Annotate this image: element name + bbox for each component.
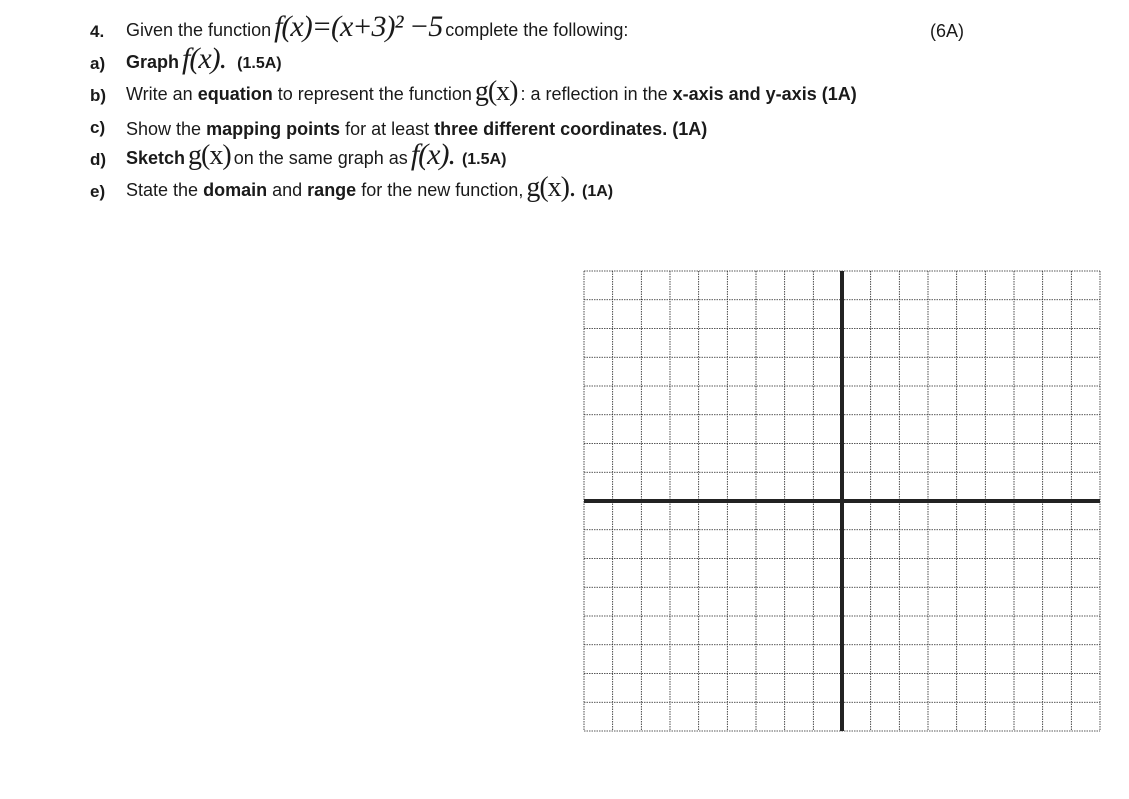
part-a-label: a) — [90, 54, 106, 73]
part-e — [90, 174, 1110, 206]
part-d — [90, 138, 1110, 174]
part-d-text-1: Sketch — [126, 148, 186, 168]
question-intro: Given the function — [126, 20, 272, 40]
function-f-expression: f(x)=(x+3)² −5 — [274, 10, 443, 43]
part-d-marks: (1.5A) — [461, 151, 507, 168]
part-c-text-1: Show the — [126, 119, 202, 139]
part-e-label: e) — [90, 182, 106, 201]
part-c-text-5: . (1A) — [662, 119, 708, 139]
part-b-text-3: to represent the function — [277, 84, 472, 104]
part-b-text-1: Write an — [126, 84, 193, 104]
part-b-math: g(x) — [474, 76, 518, 107]
part-a — [90, 42, 1110, 78]
graph-grid — [583, 270, 1101, 737]
part-b-text-2: equation — [197, 84, 273, 104]
question-block — [90, 10, 1110, 206]
question-intro-end: complete the following: — [445, 20, 629, 40]
part-a-math: f(x). — [182, 42, 227, 75]
part-d-label: d) — [90, 150, 107, 169]
part-c-text-3: for at least — [345, 119, 430, 139]
part-a-text: Graph — [126, 52, 180, 72]
part-a-marks: (1.5A) — [237, 55, 282, 72]
part-e-text-4: range — [307, 180, 357, 200]
part-e-text-2: domain — [203, 180, 268, 200]
graph-grid-svg — [583, 270, 1101, 732]
part-c-text-4: three different coordinates — [434, 119, 663, 139]
part-c-label: c) — [90, 118, 106, 137]
part-d-math-2: f(x). — [410, 138, 455, 171]
part-d-math-1: g(x) — [188, 140, 231, 171]
part-b-text-5: x-axis and y-axis (1A) — [672, 84, 857, 104]
part-e-text-3: and — [272, 180, 303, 200]
question-number: 4. — [90, 22, 105, 41]
part-d-text-2: on the same graph as — [233, 148, 408, 168]
part-e-text-5: for the new function, — [361, 180, 524, 200]
part-e-text-1: State the — [126, 180, 199, 200]
part-e-math: g(x). — [526, 172, 575, 203]
part-c-text-2: mapping points — [206, 119, 341, 139]
part-b-text-4: : a reflection in the — [520, 84, 668, 104]
total-marks: (6A) — [929, 21, 964, 41]
part-e-marks: (1A) — [581, 183, 614, 200]
part-b-label: b) — [90, 86, 107, 105]
part-b — [90, 78, 1110, 110]
